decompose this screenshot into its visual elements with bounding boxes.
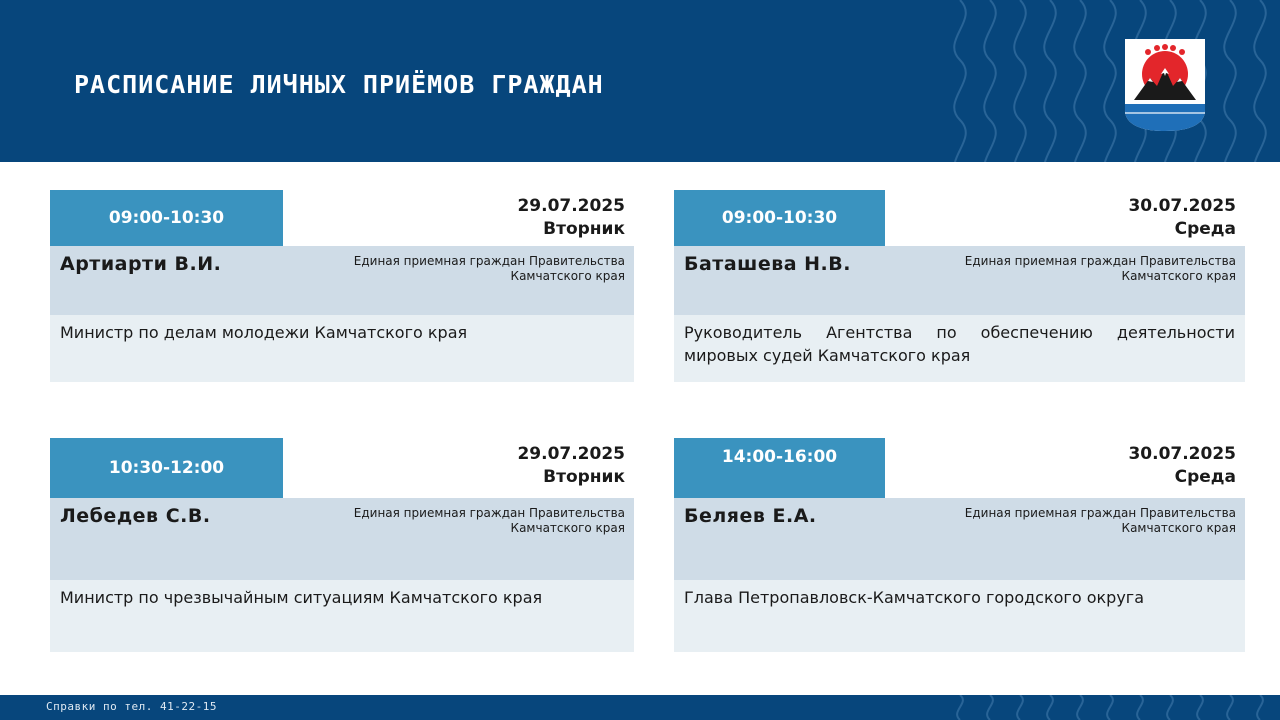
weekday-label: Вторник (543, 219, 625, 239)
contact-phone-text: Справки по тел. 41-22-15 (46, 700, 217, 713)
time-slot-badge: 10:30-12:00 (50, 438, 283, 498)
appointment-card (50, 190, 634, 382)
date-label: 30.07.2025 (1128, 196, 1236, 216)
date-block (1128, 195, 1236, 241)
date-label: 29.07.2025 (517, 444, 625, 464)
official-name: Лебедев С.В. (60, 505, 211, 527)
official-name-row (674, 246, 1245, 315)
official-position-row (50, 315, 634, 382)
reception-place: Единая приемная граждан Правительства Камчатского края (353, 506, 625, 535)
header-banner (0, 0, 1280, 162)
official-position-row (50, 580, 634, 652)
official-position-row (674, 315, 1245, 382)
page-title: РАСПИСАНИЕ ЛИЧНЫХ ПРИЁМОВ ГРАЖДАН (74, 70, 604, 99)
official-position: Руководитель Агентства по обеспечению деятельности мировых судей Камчатского края (684, 323, 1235, 365)
time-slot-badge: 09:00-10:30 (50, 190, 283, 246)
wave-pattern-decoration (940, 0, 1280, 162)
official-name: Баташева Н.В. (684, 253, 851, 275)
appointment-card (674, 190, 1245, 382)
official-position-row (674, 580, 1245, 652)
footer-bar (0, 695, 1280, 720)
date-label: 29.07.2025 (517, 196, 625, 216)
appointment-card (674, 438, 1245, 652)
official-position: Глава Петропавловск-Камчатского городского округа (684, 588, 1144, 607)
reception-place: Единая приемная граждан Правительства Камчатского края (964, 254, 1236, 283)
official-position: Министр по делам молодежи Камчатского края (60, 323, 468, 342)
official-name: Артиарти В.И. (60, 253, 222, 275)
appointment-card (50, 438, 634, 652)
reception-place: Единая приемная граждан Правительства Камчатского края (353, 254, 625, 283)
date-block (517, 195, 625, 241)
date-block (517, 443, 625, 489)
kamchatka-coat-of-arms-icon (1124, 38, 1206, 132)
wave-pattern-decoration (940, 695, 1280, 720)
weekday-label: Вторник (543, 467, 625, 487)
official-name-row (674, 498, 1245, 580)
date-label: 30.07.2025 (1128, 444, 1236, 464)
official-name-row (50, 246, 634, 315)
date-block (1128, 443, 1236, 489)
official-position: Министр по чрезвычайным ситуациям Камчатского края (60, 588, 543, 607)
time-slot-badge: 09:00-10:30 (674, 190, 885, 246)
reception-place: Единая приемная граждан Правительства Камчатского края (964, 506, 1236, 535)
time-slot-badge: 14:00-16:00 (674, 438, 885, 498)
weekday-label: Среда (1174, 219, 1236, 239)
weekday-label: Среда (1174, 467, 1236, 487)
official-name-row (50, 498, 634, 580)
official-name: Беляев Е.А. (684, 505, 817, 527)
